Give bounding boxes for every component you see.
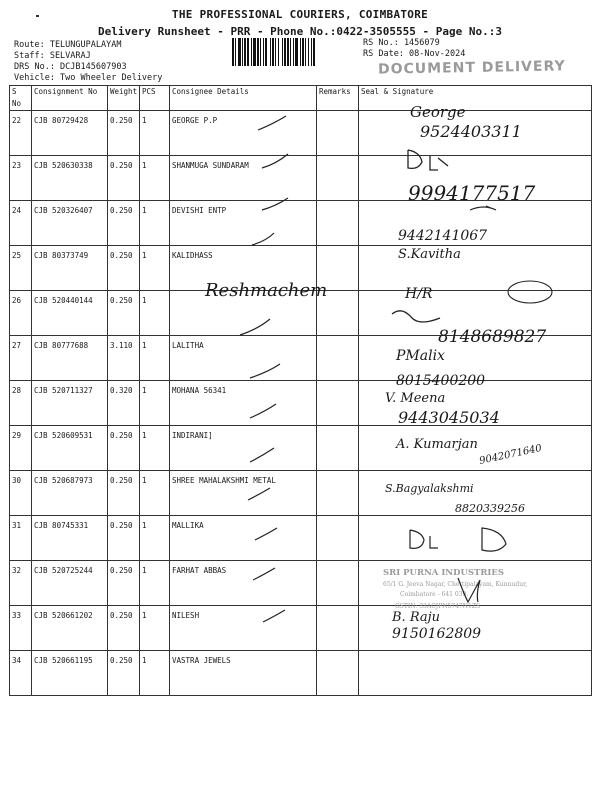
col-weight: Weight	[108, 86, 140, 111]
cell-signature	[359, 381, 592, 426]
cell-sno: 28	[10, 381, 32, 426]
cell-weight: 0.250	[108, 561, 140, 606]
handwritten-phone: 8148689827	[438, 327, 547, 347]
cell-weight: 0.250	[108, 111, 140, 156]
cell-weight: 3.110	[108, 336, 140, 381]
cell-remarks	[317, 516, 359, 561]
cell-remarks	[317, 201, 359, 246]
barcode	[232, 38, 356, 66]
table-row	[10, 426, 592, 471]
cell-sno: 23	[10, 156, 32, 201]
cell-signature	[359, 516, 592, 561]
cell-pcs: 1	[140, 111, 170, 156]
cell-signature	[359, 111, 592, 156]
cell-signature	[359, 651, 592, 696]
cell-pcs: 1	[140, 381, 170, 426]
handwritten-phone: 9150162809	[392, 626, 482, 642]
cell-sno: 30	[10, 471, 32, 516]
cell-sno: 27	[10, 336, 32, 381]
cell-consignee: VASTRA JEWELS	[170, 651, 317, 696]
drs-label: DRS No.: DCJB145607903	[14, 62, 127, 72]
cell-signature	[359, 471, 592, 516]
handwritten-phone: 9442141067	[398, 228, 488, 244]
cell-consignee: INDIRANI]	[170, 426, 317, 471]
col-signature: Seal & Signature	[359, 86, 592, 111]
cell-weight: 0.250	[108, 291, 140, 336]
cell-sno: 34	[10, 651, 32, 696]
cell-consignee: DEVISHI ENTP	[170, 201, 317, 246]
col-remarks: Remarks	[317, 86, 359, 111]
table-row	[10, 381, 592, 426]
cell-remarks	[317, 381, 359, 426]
cell-consignment: CJB 80373749	[32, 246, 108, 291]
table-row	[10, 606, 592, 651]
handwritten-initials: H/R	[405, 286, 433, 302]
cell-signature	[359, 156, 592, 201]
rs-number: RS No.: 1456079	[363, 38, 440, 48]
col-consignment: Consignment No	[32, 86, 108, 111]
staff-label: Staff: SELVARAJ	[14, 51, 91, 61]
table-row	[10, 246, 592, 291]
cell-consignee: KALIDHASS	[170, 246, 317, 291]
cell-remarks	[317, 426, 359, 471]
cell-consignee: SHREE MAHALAKSHMI METAL	[170, 471, 317, 516]
col-sno: S No	[10, 86, 32, 111]
svg-text:SRI PURNA INDUSTRIES: SRI PURNA INDUSTRIES	[383, 568, 504, 578]
table-row	[10, 651, 592, 696]
cell-signature	[359, 201, 592, 246]
table-row	[10, 291, 592, 336]
route-label: Route: TELUNGUPALAYAM	[14, 40, 122, 50]
cell-weight: 0.250	[108, 156, 140, 201]
table-row	[10, 111, 592, 156]
cell-sno: 33	[10, 606, 32, 651]
cell-pcs: 1	[140, 291, 170, 336]
cell-consignment: CJB 80729428	[32, 111, 108, 156]
handwritten-phone: 8820339256	[455, 502, 525, 515]
cell-consignee: MOHANA 56341	[170, 381, 317, 426]
cell-consignee: SHANMUGA SUNDARAM	[170, 156, 317, 201]
cell-sno: 25	[10, 246, 32, 291]
handwritten-phone: 9443045034	[398, 408, 500, 427]
cell-pcs: 1	[140, 426, 170, 471]
rs-date: RS Date: 08-Nov-2024	[363, 49, 466, 59]
document-delivery-stamp: DOCUMENT DELIVERY	[377, 58, 566, 78]
cell-weight: 0.250	[108, 606, 140, 651]
handwritten-phone: 8015400200	[396, 373, 486, 389]
cell-consignee: FARHAT ABBAS	[170, 561, 317, 606]
svg-text:Coimbatore - 641 039.: Coimbatore - 641 039.	[400, 591, 469, 598]
cell-consignment: CJB 520440144	[32, 291, 108, 336]
cell-sno: 29	[10, 426, 32, 471]
cell-signature	[359, 291, 592, 336]
handwritten-name: B. Raju	[392, 610, 441, 625]
cell-signature	[359, 426, 592, 471]
cell-consignment: CJB 520630338	[32, 156, 108, 201]
svg-text:65/1 G. Jeeva Nagar, Chettipal: 65/1 G. Jeeva Nagar, Chettipalayam, Kunnudur,	[383, 581, 528, 588]
handwritten-name: S.Kavitha	[398, 247, 461, 262]
cell-consignment: CJB 80777688	[32, 336, 108, 381]
cell-weight: 0.250	[108, 201, 140, 246]
cell-consignment: CJB 520687973	[32, 471, 108, 516]
route-info	[14, 40, 162, 84]
cell-remarks	[317, 246, 359, 291]
table-row	[10, 471, 592, 516]
handwritten-name: Reshmachem	[205, 280, 328, 301]
cell-consignee	[170, 291, 317, 336]
cell-weight: 0.250	[108, 651, 140, 696]
cell-signature	[359, 336, 592, 381]
company-title: THE PROFESSIONAL COURIERS, COIMBATORE	[171, 8, 429, 21]
cell-remarks	[317, 561, 359, 606]
cell-consignment: CJB 520609531	[32, 426, 108, 471]
cell-pcs: 1	[140, 246, 170, 291]
cell-consignment: CJB 520711327	[32, 381, 108, 426]
table-header-row	[10, 86, 592, 111]
handwritten-phone: 9994177517	[408, 181, 536, 205]
cell-weight: 0.250	[108, 246, 140, 291]
table-row	[10, 336, 592, 381]
cell-signature	[359, 246, 592, 291]
cell-pcs: 1	[140, 561, 170, 606]
cell-pcs: 1	[140, 651, 170, 696]
table-row	[10, 561, 592, 606]
cell-remarks	[317, 291, 359, 336]
table-row	[10, 516, 592, 561]
cell-consignment: CJB 520725244	[32, 561, 108, 606]
handwritten-phone: 9042071640	[478, 442, 543, 467]
runsheet-title: Delivery Runsheet - PRR - Phone No.:0422-3505555 - Page No.:3	[98, 25, 502, 38]
cell-pcs: 1	[140, 201, 170, 246]
cell-sno: 32	[10, 561, 32, 606]
cell-remarks	[317, 471, 359, 516]
handwritten-name: V. Meena	[385, 391, 446, 406]
cell-consignment: CJB 520661202	[32, 606, 108, 651]
cell-remarks	[317, 156, 359, 201]
handwritten-name: A. Kumarjan	[396, 437, 478, 452]
cell-consignee: GEORGE P.P	[170, 111, 317, 156]
cell-remarks	[317, 606, 359, 651]
cell-remarks	[317, 336, 359, 381]
table-row	[10, 201, 592, 246]
handwritten-name: George	[410, 103, 466, 121]
cell-pcs: 1	[140, 606, 170, 651]
cell-remarks	[317, 651, 359, 696]
cell-sno: 22	[10, 111, 32, 156]
runsheet-table	[9, 85, 592, 696]
cell-weight: 0.250	[108, 516, 140, 561]
cell-consignee: NILESH	[170, 606, 317, 651]
cell-weight: 0.250	[108, 426, 140, 471]
cell-consignment: CJB 80745331	[32, 516, 108, 561]
rs-info	[363, 38, 465, 60]
svg-text:GSTIN: 33ACJPN5747N1ZS: GSTIN: 33ACJPN5747N1ZS	[395, 603, 481, 610]
cell-pcs: 1	[140, 156, 170, 201]
handwritten-phone: 9524403311	[420, 122, 522, 141]
col-pcs: PCS	[140, 86, 170, 111]
cell-weight: 0.250	[108, 471, 140, 516]
cell-sno: 24	[10, 201, 32, 246]
cell-pcs: 1	[140, 336, 170, 381]
cell-signature	[359, 606, 592, 651]
cell-pcs: 1	[140, 471, 170, 516]
barcode-bar	[315, 38, 318, 66]
vehicle-label: Vehicle: Two Wheeler Delivery	[14, 73, 163, 83]
cell-remarks	[317, 111, 359, 156]
cell-consignee: LALITHA	[170, 336, 317, 381]
cell-sno: 31	[10, 516, 32, 561]
cell-consignment: CJB 520661195	[32, 651, 108, 696]
table-row	[10, 156, 592, 201]
cell-consignee: MALLIKA	[170, 516, 317, 561]
handwritten-name: S.Bagyalakshmi	[385, 482, 474, 495]
cell-sno: 26	[10, 291, 32, 336]
cell-pcs: 1	[140, 516, 170, 561]
handwritten-name: PMalix	[396, 348, 445, 364]
cell-signature	[359, 561, 592, 606]
cell-weight: 0.320	[108, 381, 140, 426]
col-consignee: Consignee Details	[170, 86, 317, 111]
cell-consignment: CJB 520326407	[32, 201, 108, 246]
